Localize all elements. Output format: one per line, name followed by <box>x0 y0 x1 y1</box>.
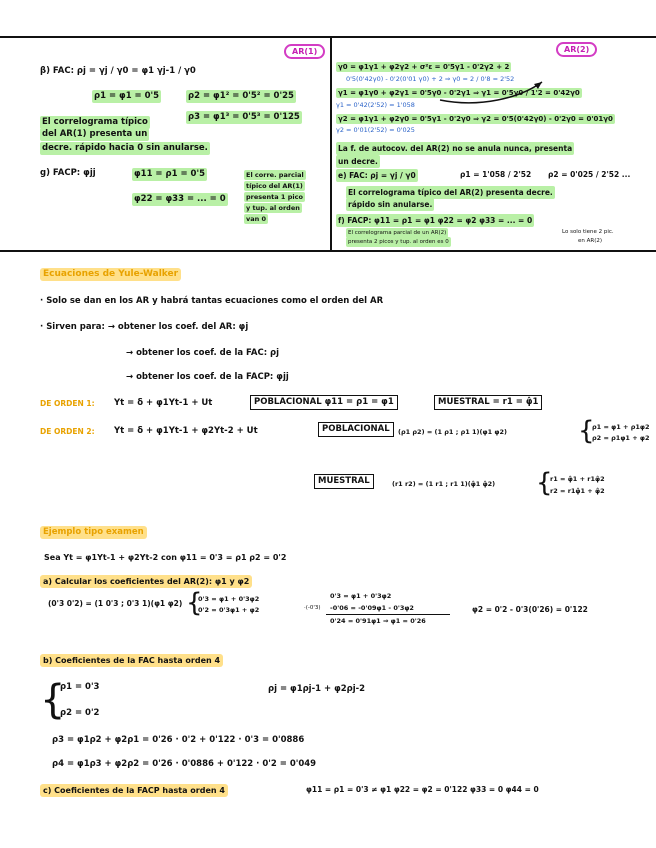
order1-eq: Yt = δ + φ1Yt-1 + Ut <box>114 398 213 408</box>
top-rule <box>0 36 656 38</box>
part-a-sub1: 0'3 = φ1 + 0'3φ2 <box>330 592 392 600</box>
r-autocov-2: un decre. <box>338 157 378 166</box>
facp-note-4: y tup. al orden <box>246 204 300 212</box>
part-a-mult: ·(-0'3) <box>304 605 321 611</box>
part-c-values: φ11 = ρ1 = 0'3 ≠ φ1 φ22 = φ2 = 0'122 φ33 = 0 φ44 = 0 <box>306 785 539 794</box>
r-line2b: γ1 = 0'42(2'52) = 1'058 <box>336 101 415 109</box>
yw-arrow-3: → obtener los coef. de la FACP: φjj <box>126 372 289 382</box>
order1-muestral: MUESTRAL = r1 = φ̂1 <box>434 395 542 410</box>
order2-poblacional: POBLACIONAL <box>318 422 394 437</box>
rho-left-3: ρ3 = φ1³ = 0'5³ = 0'125 <box>188 112 300 122</box>
facp-left-phi22: φ22 = φ33 = ... = 0 <box>134 194 226 204</box>
bottom-rule <box>0 250 656 252</box>
yw-bullet-2: · Sirven para: → obtener los coef. del AR: φj <box>40 322 249 332</box>
order1-poblacional: POBLACIONAL φ11 = ρ1 = φ1 <box>250 395 398 410</box>
facp-note-3: presenta 1 pico <box>246 193 303 201</box>
order1-label: DE ORDEN 1: <box>40 399 95 408</box>
exam-title: Ejemplo tipo examen <box>40 526 147 539</box>
corr-left-3: decre. rápido hacia 0 sin anularse. <box>42 143 208 153</box>
r-line1: γ0 = φ1γ1 + φ2γ2 + σ²ε = 0'5γ1 - 0'2γ2 + 2 <box>338 63 510 71</box>
order2-pob-matrix: (ρ1 ρ2) = (1 ρ1 ; ρ1 1)(φ1 φ2) <box>398 428 507 436</box>
r-line1b: 0'5(0'42γ0) - 0'2(0'01 γ0) + 2 ⇒ γ0 = 2 / 0'8 = 2'52 <box>346 75 515 83</box>
r-corr-2: rápido sin anularse. <box>348 200 433 209</box>
r-rho1: ρ1 = 1'058 / 2'52 <box>460 170 532 179</box>
part-a-sub3: 0'24 = 0'91φ1 ⇒ φ1 = 0'26 <box>330 617 426 625</box>
order2-pob-brace: { <box>578 416 595 446</box>
order2-label: DE ORDEN 2: <box>40 427 95 436</box>
yw-title: Ecuaciones de Yule-Walker <box>40 268 181 281</box>
arrow-curve <box>430 78 550 108</box>
facp-left-heading: g) FACP: φjj <box>40 168 96 178</box>
ar1-badge: AR(1) <box>284 44 325 59</box>
r-facp-note-4: en AR(2) <box>578 238 602 244</box>
r-rho2: ρ2 = 0'025 / 2'52 ... <box>548 170 631 179</box>
order2-mue-res1: r1 = φ̂1 + r1φ̂2 <box>550 475 605 483</box>
facp-note-2: típico del AR(1) <box>246 182 303 190</box>
part-c-title: c) Coeficientes de la FACP hasta orden 4 <box>40 784 228 797</box>
order2-mue-brace: { <box>536 468 553 498</box>
part-a-title: a) Calcular los coeficientes del AR(2): φ1 y φ2 <box>40 575 252 588</box>
part-b-rho1: ρ1 = 0'3 <box>60 682 100 692</box>
part-b-brace: { <box>40 677 66 723</box>
rho-left-2: ρ2 = φ1² = 0'5² = 0'25 <box>188 91 294 101</box>
r-corr-1: El correlograma típico del AR(2) presenta decre. <box>348 188 553 197</box>
corr-left-1: El correlograma típico <box>42 117 148 127</box>
facp-note-1: El corre. parcial <box>246 171 304 179</box>
part-b-rho4: ρ4 = φ1ρ3 + φ2ρ2 = 0'26 · 0'0886 + 0'122 · 0'2 = 0'049 <box>52 759 317 769</box>
part-a-sum-line <box>326 614 450 615</box>
r-facp-note-2: presenta 2 picos y tup. al orden es 0 <box>348 239 449 245</box>
middle-divider <box>330 36 332 250</box>
order2-pob-res2: ρ2 = ρ1φ1 + φ2 <box>592 434 650 442</box>
corr-left-2: del AR(1) presenta un <box>42 129 148 139</box>
order2-mue-res2: r2 = r1φ̂1 + φ̂2 <box>550 487 605 495</box>
facp-note-5: van 0 <box>246 215 267 223</box>
r-line2: γ1 = φ1γ0 + φ2γ1 = 0'5γ0 - 0'2γ1 ⇒ γ1 = 0'5γ0 / 1'2 = 0'42γ0 <box>338 89 580 97</box>
part-b-general: ρj = φ1ρj-1 + φ2ρj-2 <box>268 684 366 694</box>
part-b-rho2: ρ2 = 0'2 <box>60 708 100 718</box>
r-facp-note-1: El correlograma parcial de un AR(2) <box>348 230 447 236</box>
part-a-result: φ2 = 0'2 - 0'3(0'26) = 0'122 <box>472 605 588 614</box>
order2-muestral: MUESTRAL <box>314 474 374 489</box>
part-a-sub2: -0'06 = -0'09φ1 - 0'3φ2 <box>330 604 414 612</box>
r-autocov-1: La f. de autocov. del AR(2) no se anula nunca, presenta <box>338 144 573 153</box>
ar2-badge: AR(2) <box>556 42 597 57</box>
r-facp: f) FACP: φ11 = ρ1 = φ1 φ22 = φ2 φ33 = ... = 0 <box>338 216 533 225</box>
order2-eq: Yt = δ + φ1Yt-1 + φ2Yt-2 + Ut <box>114 426 258 436</box>
r-facp-note-3: Lo solo tiene 2 pic. <box>562 229 614 235</box>
part-a-brace: { <box>186 588 203 618</box>
part-a-sys2: 0'2 = 0'3φ1 + φ2 <box>198 606 260 614</box>
fac-left-heading: β) FAC: ρj = γj / γ0 = φ1 γj-1 / γ0 <box>40 66 196 76</box>
yw-bullet-1: · Solo se dan en los AR y habrá tantas ecuaciones como el orden del AR <box>40 296 384 306</box>
r-line3b: γ2 = 0'01(2'52) = 0'025 <box>336 126 415 134</box>
order2-pob-res1: ρ1 = φ1 + ρ1φ2 <box>592 423 650 431</box>
yw-arrow-2: → obtener los coef. de la FAC: ρj <box>126 348 280 358</box>
r-line3: γ2 = φ1γ1 + φ2γ0 = 0'5γ1 - 0'2γ0 ⇒ γ2 = 0'5(0'42γ0) - 0'2γ0 = 0'01γ0 <box>338 115 613 123</box>
part-a-sys1: 0'3 = φ1 + 0'3φ2 <box>198 595 260 603</box>
part-b-title: b) Coeficientes de la FAC hasta orden 4 <box>40 654 223 667</box>
r-fac: e) FAC: ρj = γj / γ0 <box>338 171 416 180</box>
facp-left-phi11: φ11 = ρ1 = 0'5 <box>134 169 205 179</box>
part-a-matrix: (0'3 0'2) = (1 0'3 ; 0'3 1)(φ1 φ2) <box>48 599 183 608</box>
part-b-rho3: ρ3 = φ1ρ2 + φ2ρ1 = 0'26 · 0'2 + 0'122 · 0'3 = 0'0886 <box>52 735 305 745</box>
exam-given: Sea Yt = φ1Yt-1 + φ2Yt-2 con φ11 = 0'3 = ρ1 ρ2 = 0'2 <box>44 553 287 562</box>
order2-mue-matrix: (r1 r2) = (1 r1 ; r1 1)(φ̂1 φ̂2) <box>392 480 496 488</box>
rho-left-1: ρ1 = φ1 = 0'5 <box>94 91 160 101</box>
